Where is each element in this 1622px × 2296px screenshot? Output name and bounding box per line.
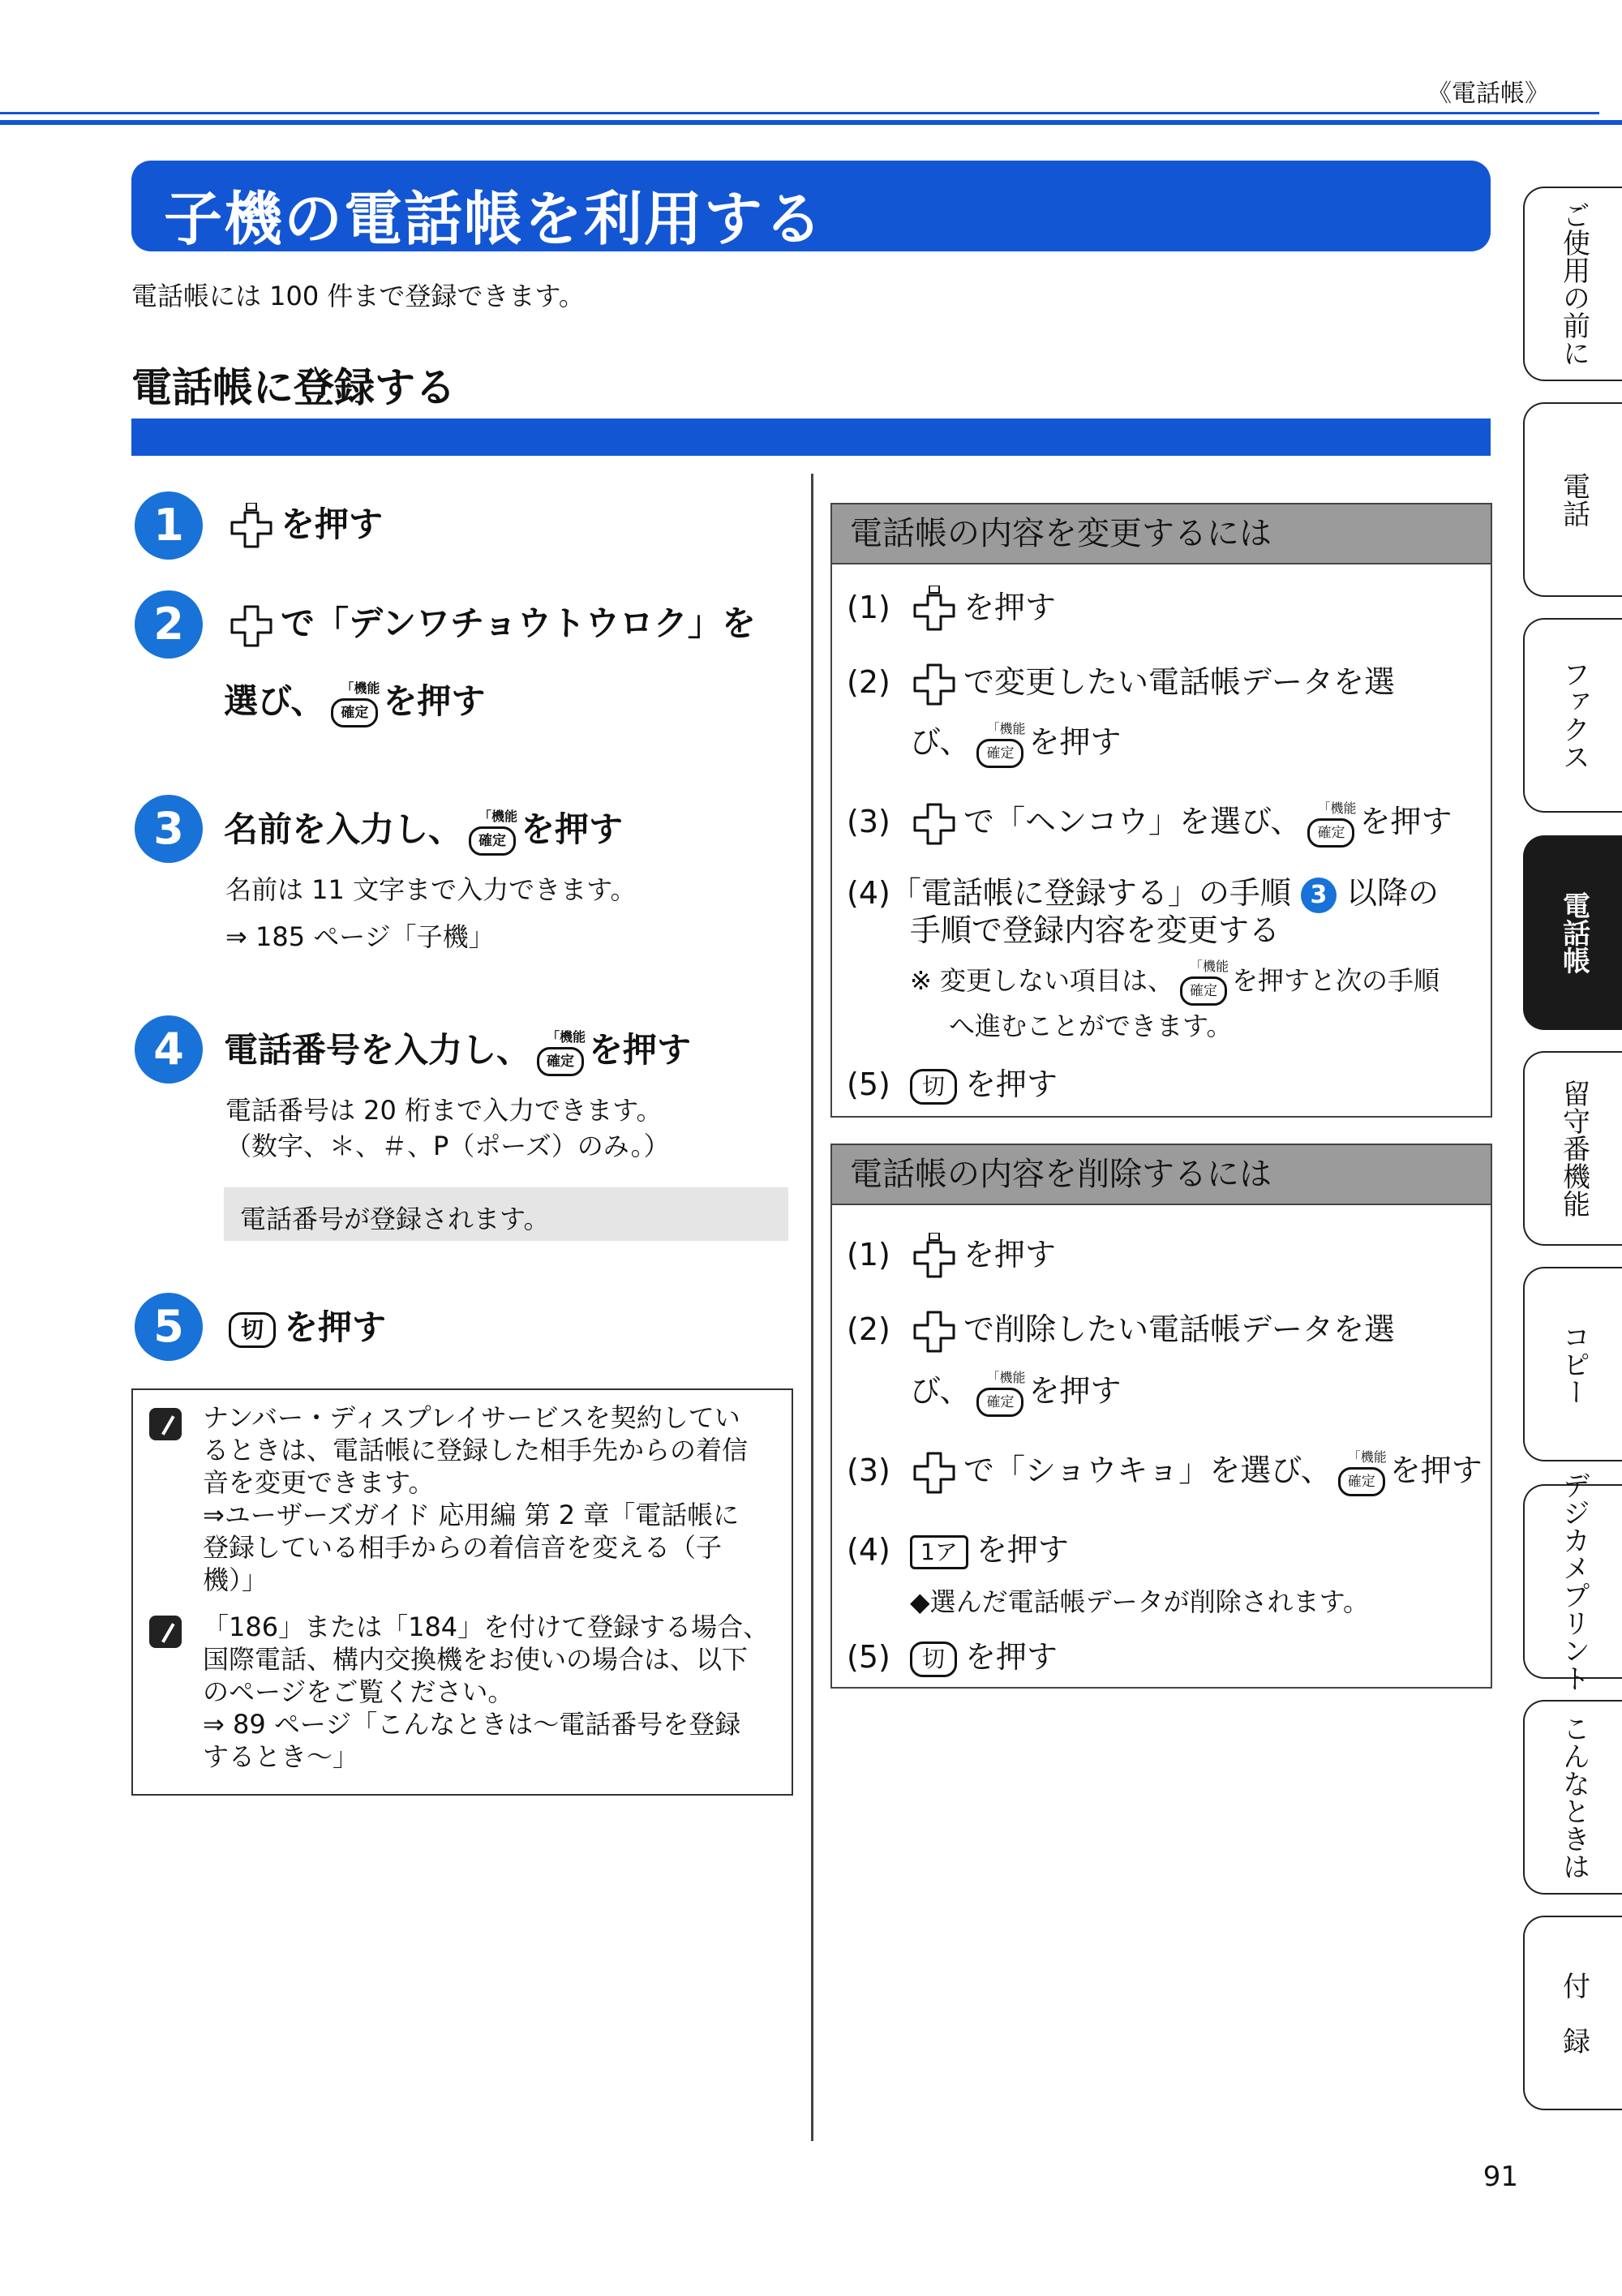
delete-step-5: (5) 切 を押す <box>847 1632 1058 1677</box>
delete-step-2: (2) で削除したい電話帳データを選 <box>847 1304 1395 1356</box>
kakutei-key-icon: 「機能 確定 <box>1337 1451 1385 1495</box>
title-banner <box>131 161 1491 251</box>
one-key-icon: 1ア <box>910 1535 968 1569</box>
tab-before-use[interactable] <box>1523 187 1622 381</box>
tab-label: ファクス <box>1557 660 1590 770</box>
tab-appendix[interactable] <box>1523 1916 1622 2110</box>
phonebook-key-icon <box>910 1233 959 1281</box>
delete-step-4-note: ◆選んだ電話帳データが削除されます。 <box>910 1586 1370 1617</box>
delete-step-3: (3) で「ショウキョ」を選び、 「機能 確定 を押す <box>847 1445 1483 1497</box>
step-4-result: 電話番号が登録されます。 <box>240 1204 550 1234</box>
step-4-sub-1: 電話番号は 20 桁まで入力できます。 <box>225 1095 663 1126</box>
change-step-4-line-2: 手順で登録内容を変更する <box>910 912 1281 948</box>
kakutei-key-icon: 「機能 確定 <box>1178 960 1227 1004</box>
tab-label: 電話 <box>1557 472 1590 527</box>
cross-key-icon <box>910 800 959 848</box>
tab-label: コピー <box>1557 1323 1590 1405</box>
kakutei-key-icon: 「機能 確定 <box>975 723 1023 766</box>
change-step-5: (5) 切 を押す <box>847 1059 1058 1105</box>
off-key-icon: 切 <box>229 1312 276 1348</box>
off-key-icon: 切 <box>910 1642 957 1677</box>
kakutei-key-icon: 「機能 確定 <box>1306 802 1354 846</box>
step-2-line-1 <box>227 597 756 650</box>
step-5-number: 5 <box>135 1293 203 1361</box>
tab-label: 電話帳 <box>1557 891 1590 974</box>
page-title: 子機の電話帳を利用する <box>164 185 825 253</box>
step-1-label: を押す <box>281 504 384 544</box>
step-4-label-b: を押す <box>589 1030 692 1070</box>
chapter-label: 《電話帳》 <box>1427 79 1549 108</box>
change-step-4: (4)「電話帳に登録する」の手順 3 以降の <box>847 868 1439 913</box>
section-title: 電話帳に登録する <box>131 364 456 411</box>
cross-key-icon <box>910 660 959 709</box>
cross-key-icon <box>910 1307 959 1356</box>
delete-step-1: (1) を押す <box>847 1230 1056 1281</box>
step-5-line-1 <box>229 1301 386 1350</box>
cross-key-icon <box>227 602 276 650</box>
step-4-label-a: 電話番号を入力し、 <box>224 1030 531 1070</box>
change-box-heading: 電話帳の内容を変更するには <box>832 504 1491 564</box>
tab-label: デジカメプリント <box>1557 1471 1590 1692</box>
change-step-1: (1) を押す <box>847 582 1056 634</box>
tab-label: 留守番機能 <box>1557 1079 1590 1217</box>
tab-label: 付 録 <box>1557 1972 1590 2054</box>
change-step-4-note: ※ 変更しない項目は、 「機能 確定 を押すと次の手順 <box>910 960 1440 1004</box>
header-rule-top <box>0 112 1599 114</box>
tab-fax[interactable] <box>1523 618 1622 813</box>
step-2-label-b: 選び、 <box>224 681 325 721</box>
step-2-line-2 <box>224 675 485 726</box>
delete-box-heading: 電話帳の内容を削除するには <box>832 1145 1491 1205</box>
section-bar <box>131 418 1491 456</box>
note-1: ナンバー・ディスプレイサービスを契約してい るときは、電話帳に登録した相手先からの着信 音を変更できます。 ⇒ユーザーズガイド 応用編 第 2 章「電話帳に 登録している相手からの着信音を変える（子 機）」 <box>203 1402 749 1595</box>
delete-step-4: (4) 1ア を押す <box>847 1532 1069 1568</box>
step-3-ref-icon: 3 <box>1301 878 1337 913</box>
kakutei-key-icon: 「機能 確定 <box>467 810 516 854</box>
step-5-label: を押す <box>284 1307 387 1347</box>
step-4-line-1 <box>224 1024 691 1075</box>
kakutei-key-icon: 「機能 確定 <box>329 682 378 726</box>
step-3-label-a: 名前を入力し、 <box>224 809 463 849</box>
tab-label: こんなときは <box>1557 1714 1590 1880</box>
memo-icon <box>149 1616 182 1648</box>
change-step-2-cont: び、 「機能 確定 を押す <box>910 717 1122 766</box>
off-key-icon: 切 <box>910 1069 957 1105</box>
step-1-number: 1 <box>135 491 203 560</box>
change-step-4-note-2: へ進むことができます。 <box>949 1011 1233 1041</box>
note-2: 「186」または「184」を付けて登録する場合、 国際電話、構内交換機をお使いの場合は、以下 のページをご覧ください。 ⇒ 89 ページ「こんなときは～電話番号を登録 するとき～」 <box>203 1611 770 1772</box>
step-2-label-c: を押す <box>383 681 486 721</box>
column-divider <box>811 474 813 2141</box>
step-1-text <box>227 498 383 551</box>
change-step-2: (2) で変更したい電話帳データを選 <box>847 657 1395 709</box>
delete-step-2-cont: び、 「機能 確定 を押す <box>910 1366 1122 1415</box>
memo-icon <box>149 1408 182 1440</box>
tab-label: ご使用の前に <box>1557 201 1590 367</box>
page-number: 91 <box>1483 2161 1518 2193</box>
tab-copy[interactable] <box>1523 1267 1622 1461</box>
tab-answering[interactable] <box>1523 1051 1622 1246</box>
step-4-number: 4 <box>135 1015 203 1084</box>
kakutei-key-icon: 「機能 確定 <box>535 1031 584 1075</box>
tab-phonebook[interactable] <box>1523 835 1622 1030</box>
step-3-number: 3 <box>135 795 203 863</box>
phonebook-key-icon <box>227 503 276 551</box>
step-3-line-1 <box>224 803 623 854</box>
step-3-label-b: を押す <box>521 809 624 849</box>
change-box <box>830 503 1492 1118</box>
phonebook-key-icon <box>910 586 959 634</box>
step-4-sub-2: （数字、＊、＃、P（ポーズ）のみ。） <box>225 1131 670 1161</box>
tab-digicam-print[interactable] <box>1523 1471 1622 1692</box>
tab-telephone[interactable] <box>1523 402 1622 597</box>
step-3-sub-2: ⇒ 185 ページ「子機」 <box>225 921 495 952</box>
change-step-3: (3) で「ヘンコウ」を選び、 「機能 確定 を押す <box>847 796 1453 848</box>
step-3-sub-1: 名前は 11 文字まで入力できます。 <box>225 874 637 905</box>
intro-text: 電話帳には 100 件まで登録できます。 <box>131 281 585 311</box>
cross-key-icon <box>910 1448 959 1497</box>
header-rule-bottom <box>0 120 1622 125</box>
notes-box <box>131 1388 793 1796</box>
tab-troubleshooting[interactable] <box>1523 1700 1622 1895</box>
step-2-label-a: で「デンワチョウトウロク」を <box>281 603 756 643</box>
delete-box <box>830 1144 1492 1689</box>
step-4-result-box <box>224 1187 788 1241</box>
kakutei-key-icon: 「機能 確定 <box>975 1371 1023 1415</box>
step-2-number: 2 <box>135 590 203 659</box>
